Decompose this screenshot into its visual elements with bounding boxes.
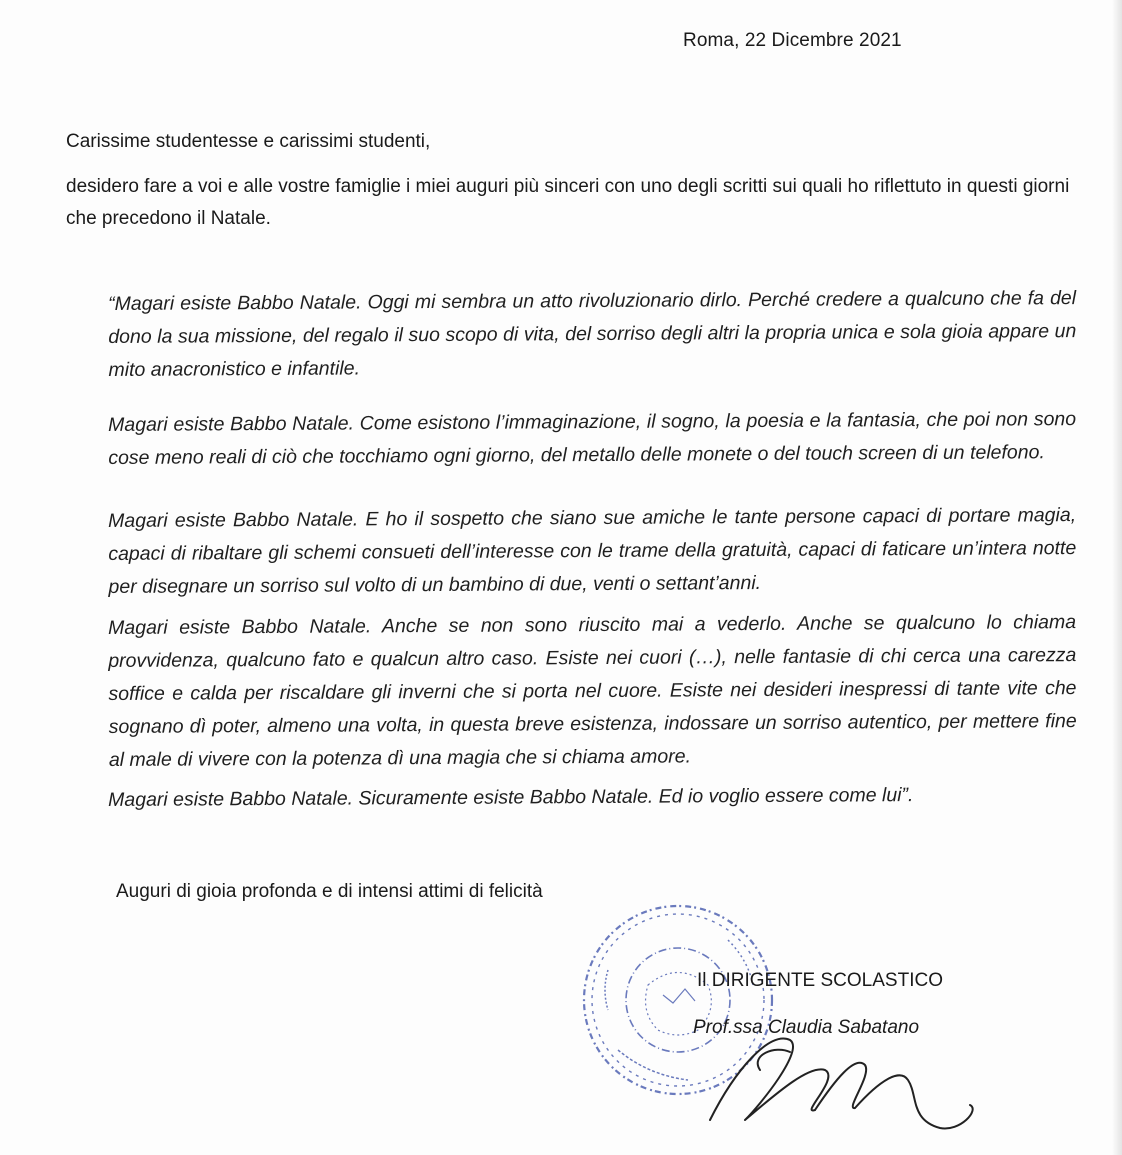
quote-paragraph-4: Magari esiste Babbo Natale. Anche se non sono riuscito mai a vederlo. Anche se qualcuno lo chiama provvidenza, qualcuno fato e qualcun altro caso. Esiste nei cuori (…), nelle fantasie di chi cerca una carezza soffice e calda per riscaldare gli inverni che si porta nel cuore. Esiste nei desideri inespressi di tante vite che sognano dì poter, almeno una volta, in questa breve esistenza, indossare un sorriso autentico, per mettere fine al male di vivere con la potenza dì una magia che si chiama amore. [108, 611, 1077, 771]
scan-edge [1112, 0, 1122, 1155]
signer-name: Prof.ssa Claudia Sabatano [693, 1017, 920, 1038]
salutation: Carissime studentesse e carissimi studenti, [66, 131, 431, 152]
quote-paragraph-2: Magari esiste Babbo Natale. Come esistono l’immaginazione, il sogno, la poesia e la fantasia, che poi non sono cose meno reali di ciò che tocchiamo ogni giorno, del metallo delle monete o del touch screen di un telefono. [108, 408, 1077, 469]
quote-paragraph-5: Magari esiste Babbo Natale. Sicuramente esiste Babbo Natale. Ed io voglio essere come lui”. [108, 784, 914, 811]
closing-greeting: Auguri di gioia profonda e di intensi attimi di felicità [116, 881, 543, 902]
intro-paragraph: desidero fare a voi e alle vostre famiglie i miei auguri più sinceri con uno degli scritti sui quali ho riflettuto in questi giorni che precedono il Natale. [66, 176, 1070, 229]
letter-date: Roma, 22 Dicembre 2021 [683, 30, 902, 51]
quote-paragraph-1: “Magari esiste Babbo Natale. Oggi mi sembra un atto rivoluzionario dirlo. Perché credere a qualcuno che fa del dono la sua missione, del regalo il suo scopo di vita, del sorriso degli altri la propria unica e sola gioia appare un mito anacronistico e infantile. [108, 287, 1077, 381]
handwritten-signature-icon [640, 1010, 1000, 1140]
signer-title: Il DIRIGENTE SCOLASTICO [697, 970, 943, 991]
quote-paragraph-3: Magari esiste Babbo Natale. E ho il sospetto che siano sue amiche le tante persone capaci di portare magia, capaci di ribaltare gli schemi consueti dell’interesse con le trame della gratuità, capaci di faticare un’intera notte per disegnare un sorriso sul volto di un bambino di due, venti o settant’anni. [108, 504, 1077, 598]
